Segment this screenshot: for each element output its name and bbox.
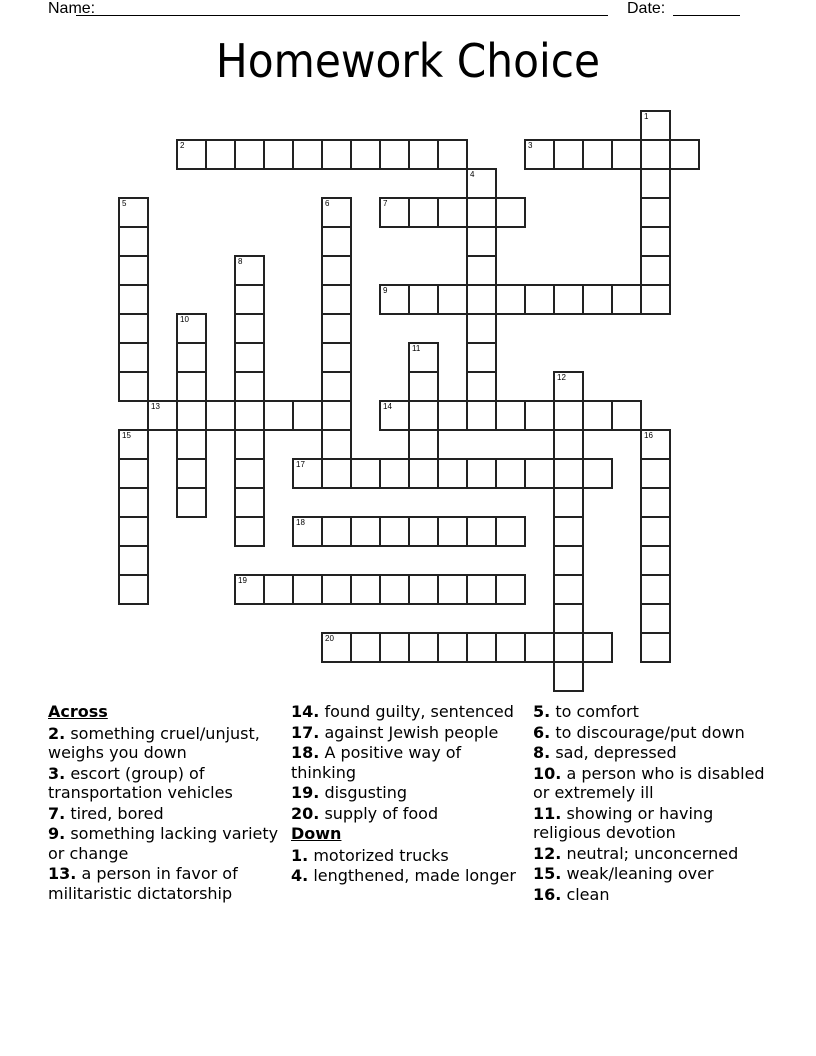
down-clue <box>291 866 526 886</box>
clue-number: 2 <box>180 141 185 150</box>
grid-cell[interactable] <box>640 516 671 547</box>
grid-cell[interactable] <box>350 516 381 547</box>
grid-cell[interactable] <box>321 313 352 344</box>
clue-number: 17 <box>296 460 305 469</box>
grid-cell[interactable] <box>321 400 352 431</box>
clue-number: 18. <box>291 743 320 762</box>
grid-cell[interactable] <box>553 516 584 547</box>
grid-cell[interactable] <box>118 371 149 402</box>
grid-cell[interactable] <box>118 342 149 373</box>
grid-cell[interactable] <box>350 458 381 489</box>
grid-cell[interactable] <box>466 516 497 547</box>
grid-cell[interactable] <box>640 284 671 315</box>
clue-number: 12 <box>557 373 566 382</box>
grid-cell[interactable] <box>582 284 613 315</box>
grid-cell[interactable] <box>553 284 584 315</box>
clue-text: escort (group) of transportation vehicles <box>48 763 233 802</box>
grid-cell[interactable] <box>553 371 584 402</box>
grid-cell[interactable] <box>321 342 352 373</box>
down-clue <box>533 864 768 884</box>
clue-number: 15. <box>533 864 562 883</box>
grid-cell[interactable] <box>176 313 207 344</box>
grid-cell[interactable] <box>553 400 584 431</box>
grid-cell[interactable] <box>466 342 497 373</box>
clue-number: 5. <box>533 702 551 721</box>
grid-cell[interactable] <box>118 313 149 344</box>
clue-number: 16 <box>644 431 653 440</box>
grid-cell[interactable] <box>466 400 497 431</box>
grid-cell[interactable] <box>118 516 149 547</box>
clue-number: 7 <box>383 199 388 208</box>
grid-cell[interactable] <box>234 255 265 286</box>
across-heading: Across <box>48 702 108 721</box>
clue-number: 10 <box>180 315 189 324</box>
grid-cell[interactable] <box>408 139 439 170</box>
grid-cell[interactable] <box>118 574 149 605</box>
clue-number: 3 <box>528 141 533 150</box>
grid-cell[interactable] <box>379 574 410 605</box>
grid-cell[interactable] <box>176 400 207 431</box>
grid-cell[interactable] <box>321 255 352 286</box>
clue-text: lengthened, made longer <box>313 866 516 885</box>
grid-cell[interactable] <box>524 400 555 431</box>
clue-number: 20. <box>291 803 320 823</box>
grid-cell[interactable] <box>176 342 207 373</box>
grid-cell[interactable] <box>437 458 468 489</box>
grid-cell[interactable] <box>408 400 439 431</box>
clue-text: motorized trucks <box>313 845 449 865</box>
clue-number: 1 <box>644 112 649 121</box>
clue-number: 11 <box>412 344 421 353</box>
grid-cell[interactable] <box>234 487 265 518</box>
grid-cell[interactable] <box>640 632 671 663</box>
grid-cell[interactable] <box>553 429 584 460</box>
grid-cell[interactable] <box>263 139 294 170</box>
grid-cell[interactable] <box>408 574 439 605</box>
down-clue <box>291 846 526 866</box>
page-title: Homework Choice <box>215 34 601 88</box>
grid-cell[interactable] <box>553 632 584 663</box>
grid-cell[interactable] <box>582 400 613 431</box>
clue-text: neutral; unconcerned <box>566 843 739 863</box>
grid-cell[interactable] <box>234 342 265 373</box>
clue-number: 6 <box>325 199 330 208</box>
clue-text: to comfort <box>555 702 639 721</box>
clue-number: 13. <box>48 864 77 883</box>
grid-cell[interactable] <box>437 400 468 431</box>
grid-cell[interactable] <box>408 371 439 402</box>
clue-text: a person in favor of militaristic dictatorship <box>48 864 238 903</box>
grid-cell[interactable] <box>176 139 207 170</box>
clue-number: 4 <box>470 170 475 179</box>
clue-number: 8 <box>238 257 243 266</box>
clue-number: 15 <box>122 431 131 440</box>
grid-cell[interactable] <box>292 400 323 431</box>
grid-cell[interactable] <box>640 139 671 170</box>
clue-text: against Jewish people <box>324 722 499 742</box>
grid-cell[interactable] <box>205 139 236 170</box>
grid-cell[interactable] <box>611 284 642 315</box>
clue-number: 1. <box>291 845 309 865</box>
grid-cell[interactable] <box>582 632 613 663</box>
grid-cell[interactable] <box>437 516 468 547</box>
grid-cell[interactable] <box>321 226 352 257</box>
down-clue <box>533 844 768 864</box>
grid-cell[interactable] <box>205 400 236 431</box>
grid-cell[interactable] <box>495 574 526 605</box>
down-clue <box>533 885 768 905</box>
grid-cell[interactable] <box>495 632 526 663</box>
grid-cell[interactable] <box>466 255 497 286</box>
grid-cell[interactable] <box>234 429 265 460</box>
grid-cell[interactable] <box>524 458 555 489</box>
grid-cell[interactable] <box>321 197 352 228</box>
grid-cell[interactable] <box>640 168 671 199</box>
across-clue <box>48 824 283 863</box>
grid-cell[interactable] <box>408 342 439 373</box>
grid-cell[interactable] <box>640 255 671 286</box>
clue-text: clean <box>566 884 610 904</box>
grid-cell[interactable] <box>147 400 178 431</box>
grid-cell[interactable] <box>350 574 381 605</box>
clue-number: 18 <box>296 518 305 527</box>
clue-number: 19 <box>238 576 247 585</box>
grid-cell[interactable] <box>669 139 700 170</box>
grid-cell[interactable] <box>292 574 323 605</box>
across-clue <box>48 764 283 803</box>
clue-number: 2. <box>48 723 66 743</box>
grid-cell[interactable] <box>553 661 584 692</box>
grid-cell[interactable] <box>379 458 410 489</box>
grid-cell[interactable] <box>524 139 555 170</box>
clue-text: disgusting <box>324 783 408 802</box>
grid-cell[interactable] <box>640 574 671 605</box>
grid-cell[interactable] <box>582 458 613 489</box>
clue-text: A positive way of thinking <box>291 743 462 782</box>
clue-number: 13 <box>151 402 160 411</box>
clue-number: 9. <box>48 824 66 843</box>
grid-cell[interactable] <box>640 110 671 141</box>
clue-text: tired, bored <box>70 803 164 823</box>
grid-cell[interactable] <box>466 574 497 605</box>
grid-cell[interactable] <box>321 429 352 460</box>
grid-cell[interactable] <box>611 400 642 431</box>
clue-text: supply of food <box>324 803 439 823</box>
grid-cell[interactable] <box>379 197 410 228</box>
clues-column-2 <box>291 702 526 887</box>
clue-number: 11. <box>533 803 562 823</box>
grid-cell[interactable] <box>321 574 352 605</box>
grid-cell[interactable] <box>553 574 584 605</box>
grid-cell[interactable] <box>437 574 468 605</box>
grid-cell[interactable] <box>379 284 410 315</box>
grid-cell[interactable] <box>379 139 410 170</box>
grid-cell[interactable] <box>640 429 671 460</box>
grid-cell[interactable] <box>495 284 526 315</box>
clue-number: 10. <box>533 763 562 783</box>
grid-cell[interactable] <box>118 284 149 315</box>
grid-cell[interactable] <box>640 603 671 634</box>
grid-cell[interactable] <box>611 139 642 170</box>
grid-cell[interactable] <box>553 545 584 576</box>
across-clue <box>291 783 526 803</box>
grid-cell[interactable] <box>466 632 497 663</box>
clue-number: 8. <box>533 743 551 762</box>
clues-column-3 <box>533 702 768 905</box>
grid-cell[interactable] <box>350 139 381 170</box>
grid-cell[interactable] <box>524 284 555 315</box>
clue-text: sad, depressed <box>555 743 677 762</box>
grid-cell[interactable] <box>379 516 410 547</box>
grid-cell[interactable] <box>466 458 497 489</box>
grid-cell[interactable] <box>118 255 149 286</box>
clue-number: 7. <box>48 803 66 823</box>
grid-cell[interactable] <box>640 197 671 228</box>
clue-text: weak/leaning over <box>566 864 714 883</box>
grid-cell[interactable] <box>640 458 671 489</box>
grid-cell[interactable] <box>292 458 323 489</box>
across-clue <box>48 724 283 763</box>
across-clue <box>48 804 283 824</box>
clue-number: 14 <box>383 402 392 411</box>
clue-text: something lacking variety or change <box>48 824 279 863</box>
grid-cell[interactable] <box>176 458 207 489</box>
grid-cell[interactable] <box>553 458 584 489</box>
across-clue <box>291 804 526 824</box>
down-clue <box>533 702 768 722</box>
down-clue <box>533 804 768 843</box>
grid-cell[interactable] <box>640 226 671 257</box>
grid-cell[interactable] <box>437 632 468 663</box>
across-clue <box>291 743 526 782</box>
grid-cell[interactable] <box>466 284 497 315</box>
grid-cell[interactable] <box>437 197 468 228</box>
grid-cell[interactable] <box>350 632 381 663</box>
date-label: Date: <box>627 0 666 17</box>
down-clue <box>533 764 768 803</box>
grid-cell[interactable] <box>263 574 294 605</box>
grid-cell[interactable] <box>408 458 439 489</box>
clue-number: 3. <box>48 763 66 783</box>
grid-cell[interactable] <box>118 226 149 257</box>
grid-cell[interactable] <box>437 284 468 315</box>
grid-cell[interactable] <box>466 168 497 199</box>
grid-cell[interactable] <box>234 458 265 489</box>
grid-cell[interactable] <box>263 400 294 431</box>
grid-cell[interactable] <box>466 313 497 344</box>
grid-cell[interactable] <box>292 139 323 170</box>
across-clue <box>291 702 526 722</box>
grid-cell[interactable] <box>553 603 584 634</box>
grid-cell[interactable] <box>379 632 410 663</box>
clues-column-1 <box>48 702 283 904</box>
grid-cell[interactable] <box>321 516 352 547</box>
grid-cell[interactable] <box>321 632 352 663</box>
grid-cell[interactable] <box>321 139 352 170</box>
grid-cell[interactable] <box>408 197 439 228</box>
name-label: Name: <box>48 0 96 17</box>
grid-cell[interactable] <box>234 313 265 344</box>
grid-cell[interactable] <box>495 197 526 228</box>
grid-cell[interactable] <box>292 516 323 547</box>
clue-number: 12. <box>533 843 562 863</box>
grid-cell[interactable] <box>234 284 265 315</box>
clue-text: a person who is disabled or extremely ill <box>533 763 765 802</box>
grid-cell[interactable] <box>176 371 207 402</box>
grid-cell[interactable] <box>234 139 265 170</box>
grid-cell[interactable] <box>118 458 149 489</box>
grid-cell[interactable] <box>118 197 149 228</box>
grid-cell[interactable] <box>118 487 149 518</box>
down-heading: Down <box>291 824 342 843</box>
clue-number: 9 <box>383 286 388 295</box>
clue-number: 5 <box>122 199 127 208</box>
grid-cell[interactable] <box>495 516 526 547</box>
grid-cell[interactable] <box>640 545 671 576</box>
clue-number: 16. <box>533 884 562 904</box>
clue-text: showing or having religious devotion <box>533 803 714 842</box>
grid-cell[interactable] <box>234 371 265 402</box>
across-clue <box>291 723 526 743</box>
grid-cell[interactable] <box>379 400 410 431</box>
clue-number: 14. <box>291 702 320 721</box>
grid-cell[interactable] <box>176 487 207 518</box>
grid-cell[interactable] <box>408 516 439 547</box>
grid-cell[interactable] <box>408 284 439 315</box>
grid-cell[interactable] <box>466 197 497 228</box>
grid-cell[interactable] <box>553 487 584 518</box>
grid-cell[interactable] <box>234 516 265 547</box>
grid-cell[interactable] <box>495 400 526 431</box>
grid-cell[interactable] <box>495 458 526 489</box>
clue-number: 19. <box>291 783 320 802</box>
clue-number: 6. <box>533 722 551 742</box>
grid-cell[interactable] <box>640 487 671 518</box>
grid-cell[interactable] <box>466 226 497 257</box>
clue-text: something cruel/unjust, weighs you down <box>48 723 260 762</box>
down-clue <box>533 743 768 763</box>
down-clue <box>533 723 768 743</box>
grid-cell[interactable] <box>466 371 497 402</box>
grid-cell[interactable] <box>118 429 149 460</box>
grid-cell[interactable] <box>118 545 149 576</box>
grid-cell[interactable] <box>524 632 555 663</box>
across-clue <box>48 864 283 903</box>
grid-cell[interactable] <box>437 139 468 170</box>
grid-cell[interactable] <box>408 429 439 460</box>
grid-cell[interactable] <box>321 284 352 315</box>
grid-cell[interactable] <box>321 458 352 489</box>
clue-number: 20 <box>325 634 334 643</box>
grid-cell[interactable] <box>582 139 613 170</box>
clue-text: found guilty, sentenced <box>324 702 514 721</box>
grid-cell[interactable] <box>553 139 584 170</box>
clue-text: to discourage/put down <box>555 722 745 742</box>
grid-cell[interactable] <box>234 400 265 431</box>
grid-cell[interactable] <box>176 429 207 460</box>
grid-cell[interactable] <box>234 574 265 605</box>
clue-number: 4. <box>291 866 309 885</box>
grid-cell[interactable] <box>408 632 439 663</box>
grid-cell[interactable] <box>321 371 352 402</box>
clue-number: 17. <box>291 722 320 742</box>
